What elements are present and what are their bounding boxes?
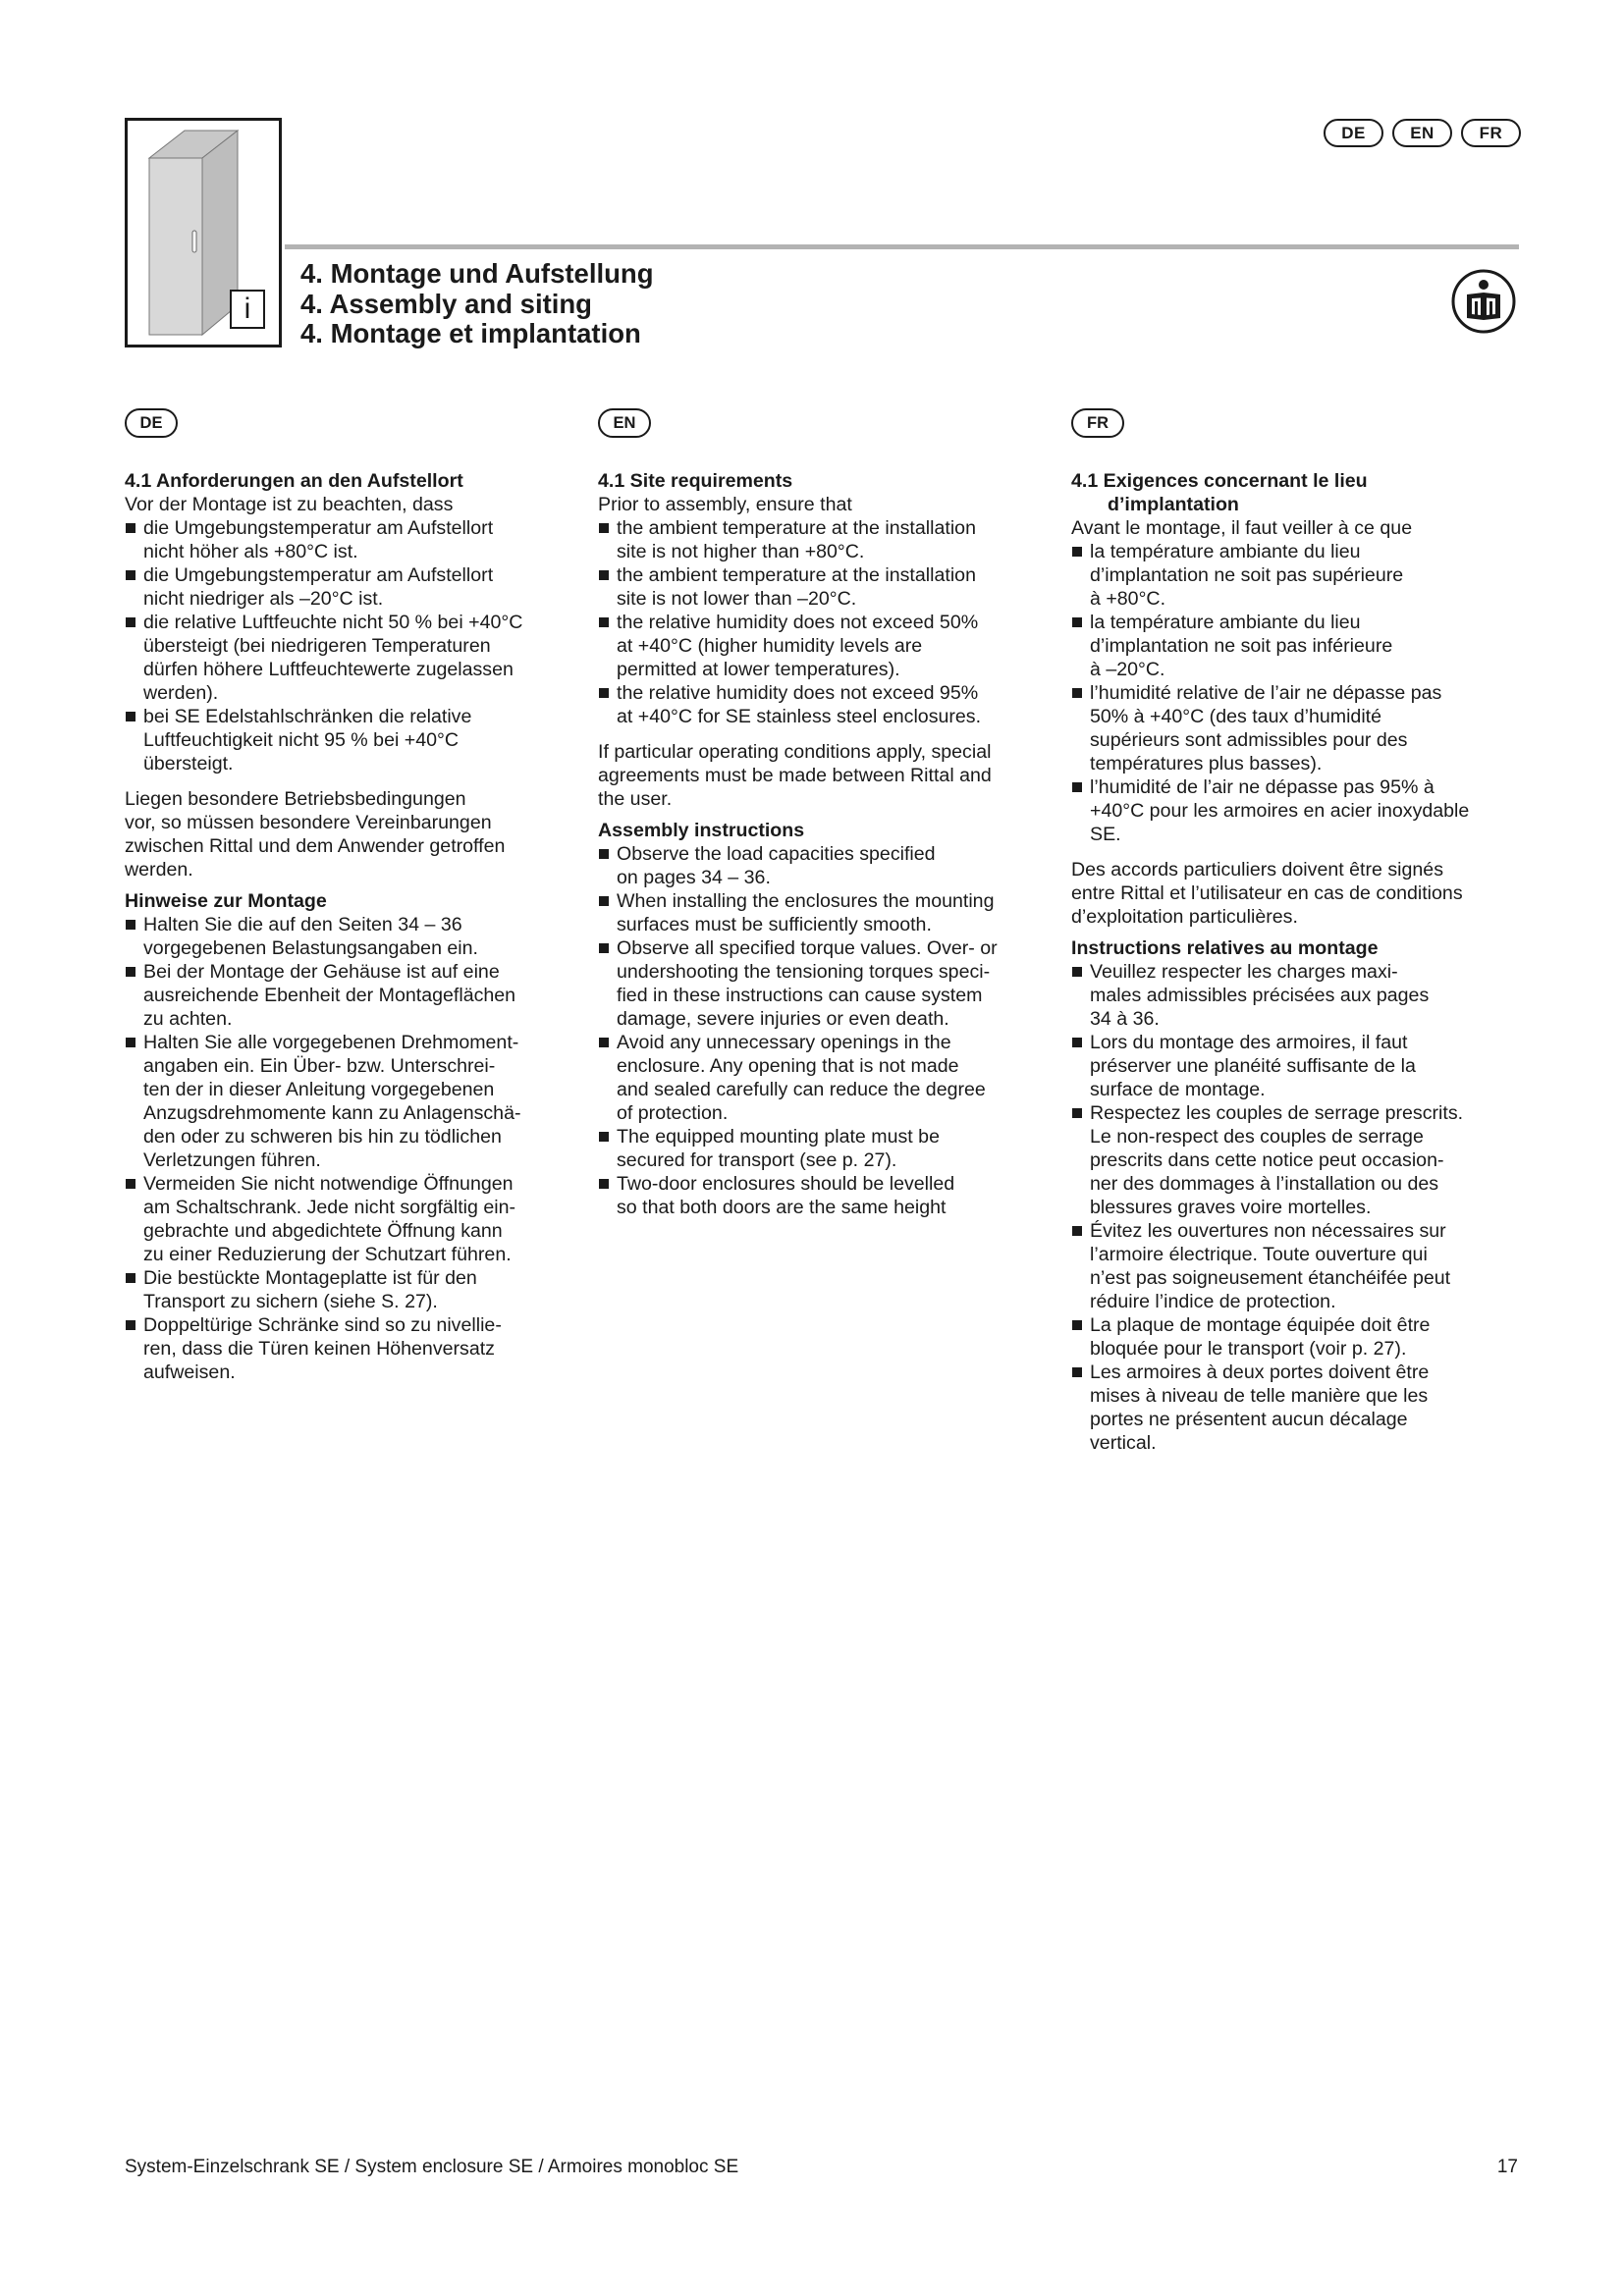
- list-item-line: permitted at lower temperatures).: [617, 659, 900, 680]
- list-item-line: ausreichende Ebenheit der Montageflächen: [143, 985, 516, 1006]
- lang-pill-de-column: DE: [125, 408, 178, 438]
- list-item-line: at +40°C for SE stainless steel enclosures.: [617, 706, 982, 727]
- list-item-line: die Umgebungstemperatur am Aufstellort: [143, 564, 494, 586]
- heading-assembly-de: Hinweise zur Montage: [125, 890, 327, 912]
- list-item-line: à –20°C.: [1090, 659, 1165, 680]
- list-item-line: Die bestückte Montageplatte ist für den: [143, 1267, 477, 1289]
- list-item: [1071, 1101, 1521, 1219]
- paragraph-fr: [1071, 858, 1521, 929]
- list-item-line: die relative Luftfeuchte nicht 50 % bei +40°C: [143, 612, 523, 633]
- list-item-line: températures plus basses).: [1090, 753, 1323, 774]
- list-item-line: supérieurs sont admissibles pour des: [1090, 729, 1408, 751]
- list-item: [598, 1125, 1048, 1172]
- intro-fr: Avant le montage, il faut veiller à ce que: [1071, 517, 1413, 539]
- list-item-line: n’est pas soigneusement étanchéifée peut: [1090, 1267, 1451, 1289]
- list-item-line: aufweisen.: [143, 1362, 236, 1383]
- list-item-line: ten der in dieser Anleitung vorgegebenen: [143, 1079, 495, 1100]
- paragraph-line: If particular operating conditions apply, special: [598, 741, 992, 763]
- list-item-line: portes ne présentent aucun décalage: [1090, 1409, 1408, 1430]
- list-item-line: gebrachte und abgedichtete Öffnung kann: [143, 1220, 503, 1242]
- list-item-line: bloquée pour le transport (voir p. 27).: [1090, 1338, 1407, 1360]
- list-item-line: dürfen höhere Luftfeuchtewerte zugelassen: [143, 659, 514, 680]
- list-item-line: à +80°C.: [1090, 588, 1166, 610]
- list-item-line: La plaque de montage équipée doit être: [1090, 1314, 1431, 1336]
- list-item-line: réduire l’indice de protection.: [1090, 1291, 1336, 1312]
- list-item-line: of protection.: [617, 1102, 729, 1124]
- list-item-line: nicht höher als +80°C ist.: [143, 541, 358, 562]
- list-item: [1071, 1361, 1521, 1455]
- list-item: [598, 516, 1048, 563]
- list-item-line: Veuillez respecter les charges maxi-: [1090, 961, 1398, 983]
- list-item-line: l’armoire électrique. Toute ouverture qui: [1090, 1244, 1428, 1265]
- list-item-line: Le non-respect des couples de serrage: [1090, 1126, 1424, 1148]
- list-item-line: fied in these instructions can cause system: [617, 985, 983, 1006]
- column-de: [125, 408, 574, 1384]
- list-item: [598, 563, 1048, 611]
- list-item-line: Halten Sie die auf den Seiten 34 – 36: [143, 914, 462, 935]
- list-item-line: Observe the load capacities specified: [617, 843, 936, 865]
- list-item: [598, 1172, 1048, 1219]
- list-item-line: übersteigt.: [143, 753, 234, 774]
- paragraph-en: [598, 740, 1048, 811]
- list-item-line: Respectez les couples de serrage prescrits.: [1090, 1102, 1464, 1124]
- intro-de: Vor der Montage ist zu beachten, dass: [125, 494, 454, 515]
- list-item-line: secured for transport (see p. 27).: [617, 1149, 897, 1171]
- list-item-line: ner des dommages à l’installation ou des: [1090, 1173, 1439, 1195]
- lang-pill-fr: FR: [1461, 119, 1521, 147]
- list-item: [1071, 775, 1521, 846]
- requirements-list-en: [598, 516, 1048, 728]
- list-item-line: surfaces must be sufficiently smooth.: [617, 914, 932, 935]
- heading-site-requirements-de: 4.1 Anforderungen an den Aufstellort: [125, 470, 463, 492]
- list-item: [598, 681, 1048, 728]
- paragraph-de: [125, 787, 574, 881]
- heading-site-requirements-fr-cont: d’implantation: [1108, 494, 1239, 515]
- list-item-line: zu einer Reduzierung der Schutzart führen.: [143, 1244, 512, 1265]
- list-item-line: nicht niedriger als –20°C ist.: [143, 588, 384, 610]
- list-item-line: vertical.: [1090, 1432, 1157, 1454]
- section-titles: [300, 259, 654, 349]
- list-item-line: übersteigt (bei niedrigeren Temperaturen: [143, 635, 491, 657]
- list-item-line: Halten Sie alle vorgegebenen Drehmoment-: [143, 1032, 519, 1053]
- list-item-line: the ambient temperature at the installation: [617, 564, 976, 586]
- list-item: [125, 516, 574, 563]
- lang-pill-fr-column: FR: [1071, 408, 1124, 438]
- list-item-line: 50% à +40°C (des taux d’humidité: [1090, 706, 1382, 727]
- list-item-line: zu achten.: [143, 1008, 233, 1030]
- list-item-line: la température ambiante du lieu: [1090, 612, 1361, 633]
- list-item-line: and sealed carefully can reduce the degree: [617, 1079, 986, 1100]
- heading-assembly-en: Assembly instructions: [598, 820, 805, 841]
- heading-site-requirements-en: 4.1 Site requirements: [598, 470, 793, 492]
- list-item-line: Doppeltürige Schränke sind so zu nivellie-: [143, 1314, 502, 1336]
- list-item-line: d’implantation ne soit pas inférieure: [1090, 635, 1393, 657]
- column-fr: [1071, 408, 1521, 1455]
- list-item-line: the relative humidity does not exceed 50%: [617, 612, 979, 633]
- list-item-line: Luftfeuchtigkeit nicht 95 % bei +40°C: [143, 729, 459, 751]
- intro-en: Prior to assembly, ensure that: [598, 494, 852, 515]
- list-item: [125, 705, 574, 775]
- paragraph-line: the user.: [598, 788, 673, 810]
- paragraph-line: Des accords particuliers doivent être signés: [1071, 859, 1443, 881]
- list-item-line: The equipped mounting plate must be: [617, 1126, 940, 1148]
- list-item-line: males admissibles précisées aux pages: [1090, 985, 1430, 1006]
- info-icon: i: [230, 290, 265, 329]
- list-item-line: damage, severe injuries or even death.: [617, 1008, 949, 1030]
- list-item-line: +40°C pour les armoires en acier inoxydable: [1090, 800, 1470, 822]
- language-selector: [1324, 119, 1521, 147]
- list-item-line: Observe all specified torque values. Over- or: [617, 937, 998, 959]
- list-item-line: Anzugsdrehmomente kann zu Anlagenschä-: [143, 1102, 521, 1124]
- list-item: [1071, 681, 1521, 775]
- lang-pill-de: DE: [1324, 119, 1383, 147]
- paragraph-line: zwischen Rittal und dem Anwender getroffen: [125, 835, 506, 857]
- list-item-line: mises à niveau de telle manière que les: [1090, 1385, 1429, 1407]
- list-item-line: am Schaltschrank. Jede nicht sorgfältig ein-: [143, 1197, 515, 1218]
- paragraph-line: entre Rittal et l’utilisateur en cas de conditions: [1071, 882, 1463, 904]
- list-item-line: Évitez les ouvertures non nécessaires sur: [1090, 1220, 1446, 1242]
- list-item: [1071, 611, 1521, 681]
- list-item: [598, 889, 1048, 936]
- list-item-line: the ambient temperature at the installation: [617, 517, 976, 539]
- title-fr: 4. Montage et implantation: [300, 318, 641, 348]
- list-item-line: on pages 34 – 36.: [617, 867, 771, 888]
- list-item-line: blessures graves voire mortelles.: [1090, 1197, 1372, 1218]
- list-item-line: la température ambiante du lieu: [1090, 541, 1361, 562]
- requirements-list-de: [125, 516, 574, 775]
- list-item: [125, 1313, 574, 1384]
- list-item: [1071, 1031, 1521, 1101]
- list-item-line: Avoid any unnecessary openings in the: [617, 1032, 951, 1053]
- assembly-list-fr: [1071, 960, 1521, 1455]
- list-item-line: at +40°C (higher humidity levels are: [617, 635, 923, 657]
- paragraph-line: d’exploitation particulières.: [1071, 906, 1298, 928]
- list-item-line: l’humidité relative de l’air ne dépasse pas: [1090, 682, 1442, 704]
- list-item: [125, 960, 574, 1031]
- list-item-line: undershooting the tensioning torques speci-: [617, 961, 991, 983]
- heading-assembly-fr: Instructions relatives au montage: [1071, 937, 1379, 959]
- list-item-line: Two-door enclosures should be levelled: [617, 1173, 955, 1195]
- paragraph-line: Liegen besondere Betriebsbedingungen: [125, 788, 466, 810]
- list-item: [598, 1031, 1048, 1125]
- list-item-line: SE.: [1090, 824, 1121, 845]
- page-number: 17: [1496, 2157, 1518, 2177]
- footer-text: System-Einzelschrank SE / System enclosure SE / Armoires monobloc SE: [125, 2157, 739, 2177]
- list-item-line: die Umgebungstemperatur am Aufstellort: [143, 517, 494, 539]
- assembly-list-de: [125, 913, 574, 1384]
- list-item-line: den oder zu schweren bis hin zu tödlichen: [143, 1126, 502, 1148]
- assembly-list-en: [598, 842, 1048, 1219]
- list-item: [1071, 540, 1521, 611]
- list-item-line: Vermeiden Sie nicht notwendige Öffnungen: [143, 1173, 514, 1195]
- list-item-line: bei SE Edelstahlschränken die relative: [143, 706, 472, 727]
- list-item-line: site is not higher than +80°C.: [617, 541, 865, 562]
- list-item-line: 34 à 36.: [1090, 1008, 1160, 1030]
- paragraph-line: werden.: [125, 859, 193, 881]
- list-item: [1071, 1219, 1521, 1313]
- list-item: [125, 1031, 574, 1172]
- list-item: [125, 611, 574, 705]
- list-item-line: prescrits dans cette notice peut occasion-: [1090, 1149, 1444, 1171]
- list-item-line: so that both doors are the same height: [617, 1197, 947, 1218]
- list-item-line: site is not lower than –20°C.: [617, 588, 857, 610]
- read-manual-icon: [1451, 269, 1516, 334]
- header-rule: [285, 244, 1519, 249]
- list-item-line: surface de montage.: [1090, 1079, 1266, 1100]
- list-item-line: d’implantation ne soit pas supérieure: [1090, 564, 1404, 586]
- list-item-line: vorgegebenen Belastungsangaben ein.: [143, 937, 478, 959]
- list-item-line: Les armoires à deux portes doivent être: [1090, 1362, 1430, 1383]
- requirements-list-fr: [1071, 540, 1521, 846]
- list-item-line: ren, dass die Türen keinen Höhenversatz: [143, 1338, 495, 1360]
- list-item-line: When installing the enclosures the mounting: [617, 890, 995, 912]
- list-item: [598, 936, 1048, 1031]
- list-item-line: Verletzungen führen.: [143, 1149, 321, 1171]
- list-item: [1071, 960, 1521, 1031]
- list-item-line: werden).: [143, 682, 219, 704]
- paragraph-line: vor, so müssen besondere Vereinbarungen: [125, 812, 492, 833]
- list-item: [1071, 1313, 1521, 1361]
- heading-site-requirements-fr: 4.1 Exigences concernant le lieu: [1071, 470, 1368, 492]
- title-de: 4. Montage und Aufstellung: [300, 258, 654, 289]
- list-item: [125, 1266, 574, 1313]
- title-en: 4. Assembly and siting: [300, 288, 592, 319]
- lang-pill-en-column: EN: [598, 408, 651, 438]
- list-item: [125, 913, 574, 960]
- list-item: [598, 611, 1048, 681]
- list-item-line: préserver une planéité suffisante de la: [1090, 1055, 1416, 1077]
- lang-pill-en: EN: [1392, 119, 1452, 147]
- list-item: [598, 842, 1048, 889]
- list-item: [125, 1172, 574, 1266]
- list-item-line: angaben ein. Ein Über- bzw. Unterschrei-: [143, 1055, 496, 1077]
- column-en: [598, 408, 1048, 1219]
- list-item-line: Transport zu sichern (siehe S. 27).: [143, 1291, 438, 1312]
- list-item-line: Bei der Montage der Gehäuse ist auf eine: [143, 961, 500, 983]
- list-item-line: l’humidité de l’air ne dépasse pas 95% à: [1090, 776, 1435, 798]
- enclosure-illustration: [125, 118, 282, 347]
- list-item: [125, 563, 574, 611]
- list-item-line: the relative humidity does not exceed 95%: [617, 682, 979, 704]
- paragraph-line: agreements must be made between Rittal and: [598, 765, 992, 786]
- list-item-line: Lors du montage des armoires, il faut: [1090, 1032, 1408, 1053]
- list-item-line: enclosure. Any opening that is not made: [617, 1055, 959, 1077]
